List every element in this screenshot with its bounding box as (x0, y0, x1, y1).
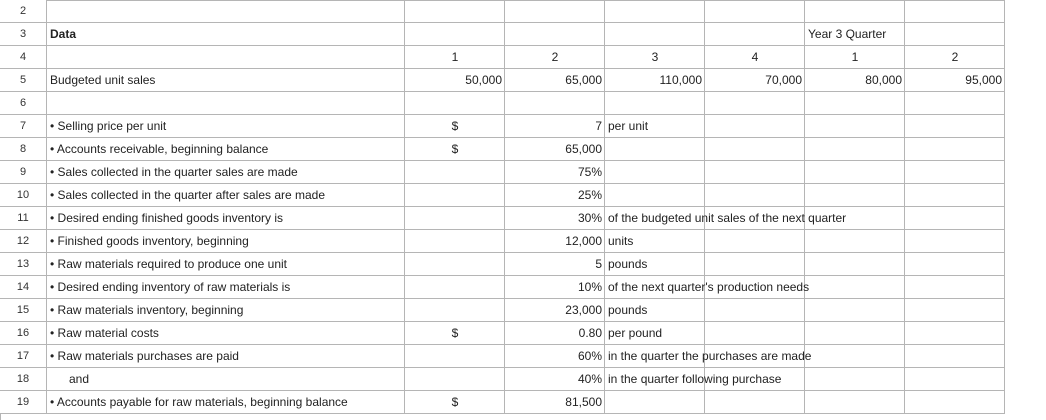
assumption-note[interactable]: pounds (608, 303, 648, 317)
assumption-label[interactable]: • Desired ending inventory of raw materials is (50, 280, 291, 294)
grid-cell[interactable] (47, 46, 405, 69)
assumption-value[interactable]: 23,000 (565, 303, 602, 317)
grid-cell[interactable] (805, 276, 905, 299)
grid-cell[interactable] (805, 161, 905, 184)
grid-cell[interactable] (705, 115, 805, 138)
grid-cell[interactable] (805, 138, 905, 161)
grid-cell[interactable] (905, 391, 1005, 414)
grid-cell[interactable] (405, 23, 505, 46)
assumption-value[interactable]: 81,500 (565, 395, 602, 409)
assumption-label[interactable]: • Raw materials required to produce one unit (50, 257, 287, 271)
grid-cell[interactable] (705, 230, 805, 253)
grid-cell[interactable] (505, 0, 605, 23)
grid-cell[interactable] (805, 184, 905, 207)
row-header: 18 (0, 368, 47, 391)
row-header: 4 (0, 46, 47, 69)
grid-cell[interactable] (605, 161, 705, 184)
assumption-note[interactable]: units (608, 234, 634, 248)
assumption-value[interactable]: 7 (595, 119, 602, 133)
assumption-note[interactable]: of the budgeted unit sales of the next quarter (608, 211, 847, 225)
grid-cell[interactable] (905, 161, 1005, 184)
grid-cell[interactable] (405, 184, 505, 207)
row-header: 10 (0, 184, 47, 207)
grid-cell[interactable] (905, 0, 1005, 23)
assumption-value[interactable]: 0.80 (578, 326, 602, 340)
budgeted-unit-sales-value[interactable]: 110,000 (659, 73, 702, 87)
quarter-header[interactable]: 2 (951, 50, 959, 64)
grid-cell[interactable] (905, 253, 1005, 276)
assumption-value[interactable]: 60% (577, 349, 602, 363)
row-header: 7 (0, 115, 47, 138)
grid-cell[interactable] (905, 115, 1005, 138)
grid-cell[interactable] (905, 207, 1005, 230)
grid-cell[interactable] (47, 0, 405, 23)
grid-cell[interactable] (705, 138, 805, 161)
assumption-value[interactable]: 12,000 (565, 234, 602, 248)
grid-cell[interactable] (705, 299, 805, 322)
row-header: 13 (0, 253, 47, 276)
assumption-label[interactable]: • Accounts payable for raw materials, beginning balance (50, 395, 348, 409)
row-header: 8 (0, 138, 47, 161)
year-quarter-header[interactable]: Year 3 Quarter (808, 27, 887, 41)
grid-cell[interactable] (805, 391, 905, 414)
assumption-value[interactable]: 30% (577, 211, 602, 225)
grid-cell[interactable] (705, 253, 805, 276)
budgeted-unit-sales-label[interactable]: Budgeted unit sales (50, 73, 156, 87)
quarter-header[interactable]: 1 (851, 50, 859, 64)
currency-symbol[interactable]: $ (451, 326, 459, 340)
row-header: 17 (0, 345, 47, 368)
row-header: 2 (0, 0, 47, 23)
grid-cell[interactable] (905, 276, 1005, 299)
assumption-label[interactable]: and (69, 372, 90, 386)
assumption-label[interactable]: • Raw materials inventory, beginning (50, 303, 244, 317)
budgeted-unit-sales-value[interactable]: 50,000 (465, 73, 502, 87)
row-header: 12 (0, 230, 47, 253)
grid-cell[interactable] (805, 230, 905, 253)
grid-cell[interactable] (605, 138, 705, 161)
assumption-label[interactable]: • Raw materials purchases are paid (50, 349, 239, 363)
grid-cell[interactable] (405, 253, 505, 276)
assumption-note[interactable]: in the quarter following purchase (608, 372, 782, 386)
grid-cell[interactable] (905, 368, 1005, 391)
assumption-note[interactable]: in the quarter the purchases are made (608, 349, 812, 363)
assumption-label[interactable]: • Sales collected in the quarter sales are made (50, 165, 298, 179)
grid-cell[interactable] (405, 368, 505, 391)
grid-cell[interactable] (405, 0, 505, 23)
grid-cell[interactable] (705, 161, 805, 184)
row-header: 16 (0, 322, 47, 345)
grid-cell[interactable] (505, 23, 605, 46)
row-header: 15 (0, 299, 47, 322)
assumption-value[interactable]: 25% (577, 188, 602, 202)
grid-cell[interactable] (905, 23, 1005, 46)
row-header: 3 (0, 23, 47, 46)
budgeted-unit-sales-value[interactable]: 70,000 (765, 73, 802, 87)
row-header: 9 (0, 161, 47, 184)
quarter-header[interactable]: 4 (751, 50, 759, 64)
grid-cell[interactable] (405, 92, 505, 115)
grid-cell[interactable] (905, 184, 1005, 207)
assumption-note[interactable]: of the next quarter's production needs (608, 280, 810, 294)
grid-cell[interactable] (805, 368, 905, 391)
assumption-label[interactable]: • Sales collected in the quarter after sales are made (50, 188, 326, 202)
grid-cell[interactable] (805, 0, 905, 23)
grid-cell[interactable] (905, 322, 1005, 345)
currency-symbol[interactable]: $ (451, 119, 459, 133)
grid-cell[interactable] (605, 23, 705, 46)
assumption-note[interactable]: per pound (608, 326, 663, 340)
budgeted-unit-sales-value[interactable]: 95,000 (965, 73, 1002, 87)
grid-cell[interactable] (605, 391, 705, 414)
assumption-label[interactable]: • Accounts receivable, beginning balance (50, 142, 269, 156)
grid-cell[interactable] (905, 299, 1005, 322)
grid-cell[interactable] (405, 299, 505, 322)
currency-symbol[interactable]: $ (451, 395, 459, 409)
budgeted-unit-sales-value[interactable]: 80,000 (865, 73, 902, 87)
grid-cell[interactable] (605, 184, 705, 207)
grid-cell[interactable] (505, 92, 605, 115)
grid-cell[interactable] (905, 92, 1005, 115)
row-header: 14 (0, 276, 47, 299)
grid-cell[interactable] (705, 23, 805, 46)
row-header: 6 (0, 92, 47, 115)
grid-cell[interactable] (805, 322, 905, 345)
assumption-note[interactable]: pounds (608, 257, 648, 271)
grid-cell[interactable] (605, 0, 705, 23)
budgeted-unit-sales-value[interactable]: 65,000 (565, 73, 602, 87)
grid-cell[interactable] (705, 391, 805, 414)
quarter-header[interactable]: 2 (551, 50, 559, 64)
grid-cell[interactable] (805, 92, 905, 115)
assumption-label[interactable]: • Selling price per unit (50, 119, 167, 133)
row-header: 11 (0, 207, 47, 230)
grid-cell[interactable] (47, 92, 405, 115)
grid-cell[interactable] (405, 161, 505, 184)
grid-cell[interactable] (905, 138, 1005, 161)
grid-cell[interactable] (705, 322, 805, 345)
grid-cell[interactable] (805, 345, 905, 368)
quarter-header[interactable]: 3 (651, 50, 659, 64)
assumption-value[interactable]: 65,000 (565, 142, 602, 156)
assumption-value[interactable]: 10% (577, 280, 602, 294)
grid-cell[interactable] (905, 230, 1005, 253)
grid-cell[interactable] (605, 92, 705, 115)
grid-cell[interactable] (805, 253, 905, 276)
grid-cell[interactable] (705, 0, 805, 23)
currency-symbol[interactable]: $ (451, 142, 459, 156)
grid-cell[interactable] (405, 276, 505, 299)
data-header-label[interactable]: Data (50, 27, 77, 41)
grid-cell[interactable] (805, 115, 905, 138)
assumption-label[interactable]: • Raw material costs (50, 326, 159, 340)
assumption-label[interactable]: • Desired ending finished goods inventory is (50, 211, 284, 225)
grid-cell[interactable] (405, 230, 505, 253)
grid-cell[interactable] (405, 345, 505, 368)
assumption-note[interactable]: per unit (608, 119, 649, 133)
assumption-value[interactable]: 75% (577, 165, 602, 179)
grid-cell[interactable] (905, 345, 1005, 368)
quarter-header[interactable]: 1 (451, 50, 459, 64)
assumption-value[interactable]: 5 (595, 257, 602, 271)
grid-cell[interactable] (805, 299, 905, 322)
row-header: 5 (0, 69, 47, 92)
grid-cell[interactable] (405, 207, 505, 230)
assumption-value[interactable]: 40% (577, 372, 602, 386)
grid-cell[interactable] (705, 184, 805, 207)
assumption-label[interactable]: • Finished goods inventory, beginning (50, 234, 249, 248)
grid-cell[interactable] (705, 92, 805, 115)
row-header: 19 (0, 391, 47, 414)
